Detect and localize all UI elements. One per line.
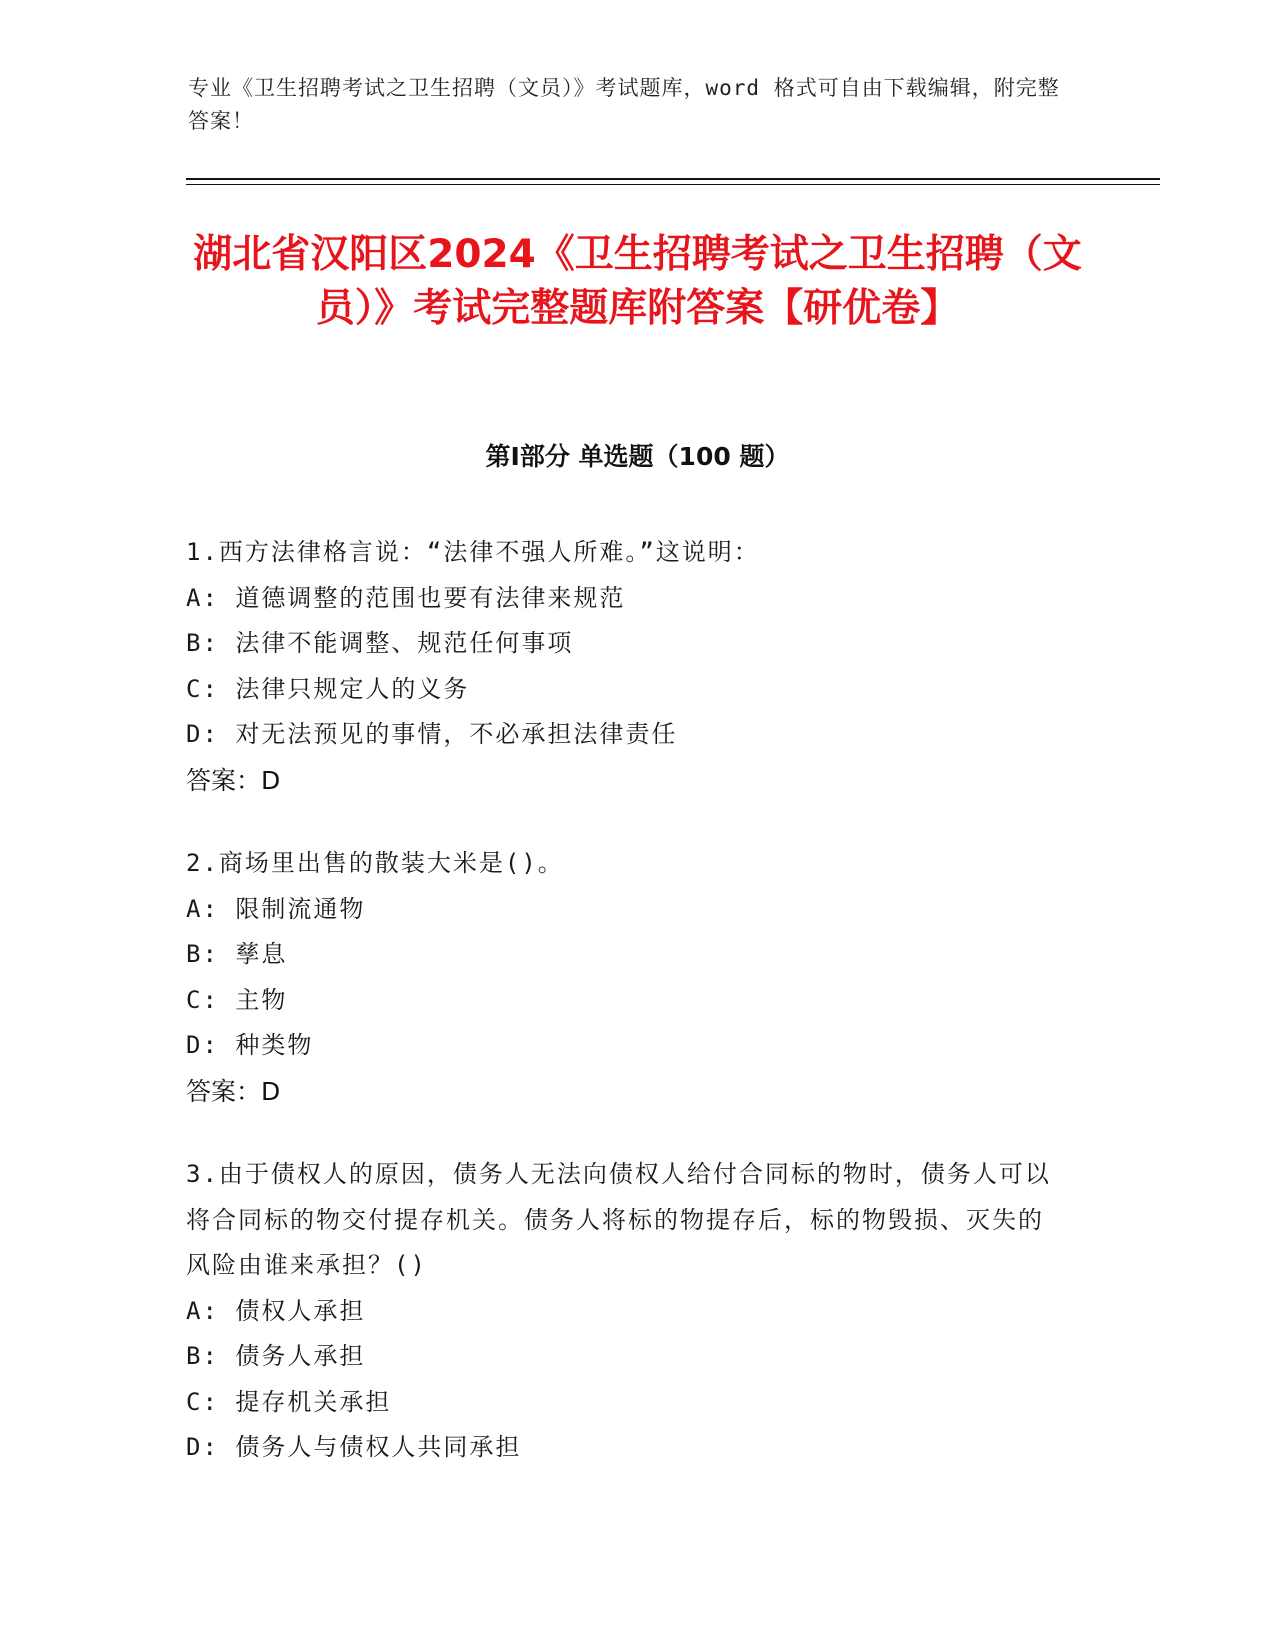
question-stem: 2.商场里出售的散装大米是()。 [186,849,564,877]
document-title: 湖北省汉阳区2024《卫生招聘考试之卫生招聘（文员）》考试完整题库附答案【研优卷】 [193,232,1082,331]
question-option: C: 主物 [186,985,288,1014]
question-list [186,530,1066,1509]
question-option: D: 债务人与债权人共同承担 [186,1433,522,1461]
question-stem: 3.由于债权人的原因，债务人无法向债权人给付合同标的物时，债务人可以将合同标的物交付提存机关。债务人将标的物提存后，标的物毁损、灭失的风险由谁来承担？() [186,1160,1051,1279]
header-divider-thin [186,184,1160,185]
question-item [186,530,1066,803]
question-option: B: 法律不能调整、规范任何事项 [186,629,574,657]
question-item [186,1152,1066,1471]
question-option: B: 债务人承担 [186,1342,366,1370]
question-stem: 1.西方法律格言说：“法律不强人所难。”这说明： [186,538,760,566]
question-option: D: 对无法预见的事情，不必承担法律责任 [186,720,678,748]
section-heading: 第Ⅰ部分 单选题（100 题） [485,442,790,471]
question-answer: 答案：D [186,1076,281,1106]
question-option: C: 提存机关承担 [186,1387,392,1416]
header-note: 专业《卫生招聘考试之卫生招聘（文员）》考试题库，word 格式可自由下载编辑，附完整答案！ [188,76,1060,133]
question-answer: 答案：D [186,765,281,795]
question-option: A: 债权人承担 [186,1296,366,1325]
question-option: C: 法律只规定人的义务 [186,674,470,703]
question-option: A: 道德调整的范围也要有法律来规范 [186,583,626,612]
header-divider-thick [186,178,1160,180]
question-item [186,841,1066,1114]
question-option: D: 种类物 [186,1031,314,1059]
question-option: A: 限制流通物 [186,894,366,923]
question-option: B: 孳息 [186,940,288,968]
